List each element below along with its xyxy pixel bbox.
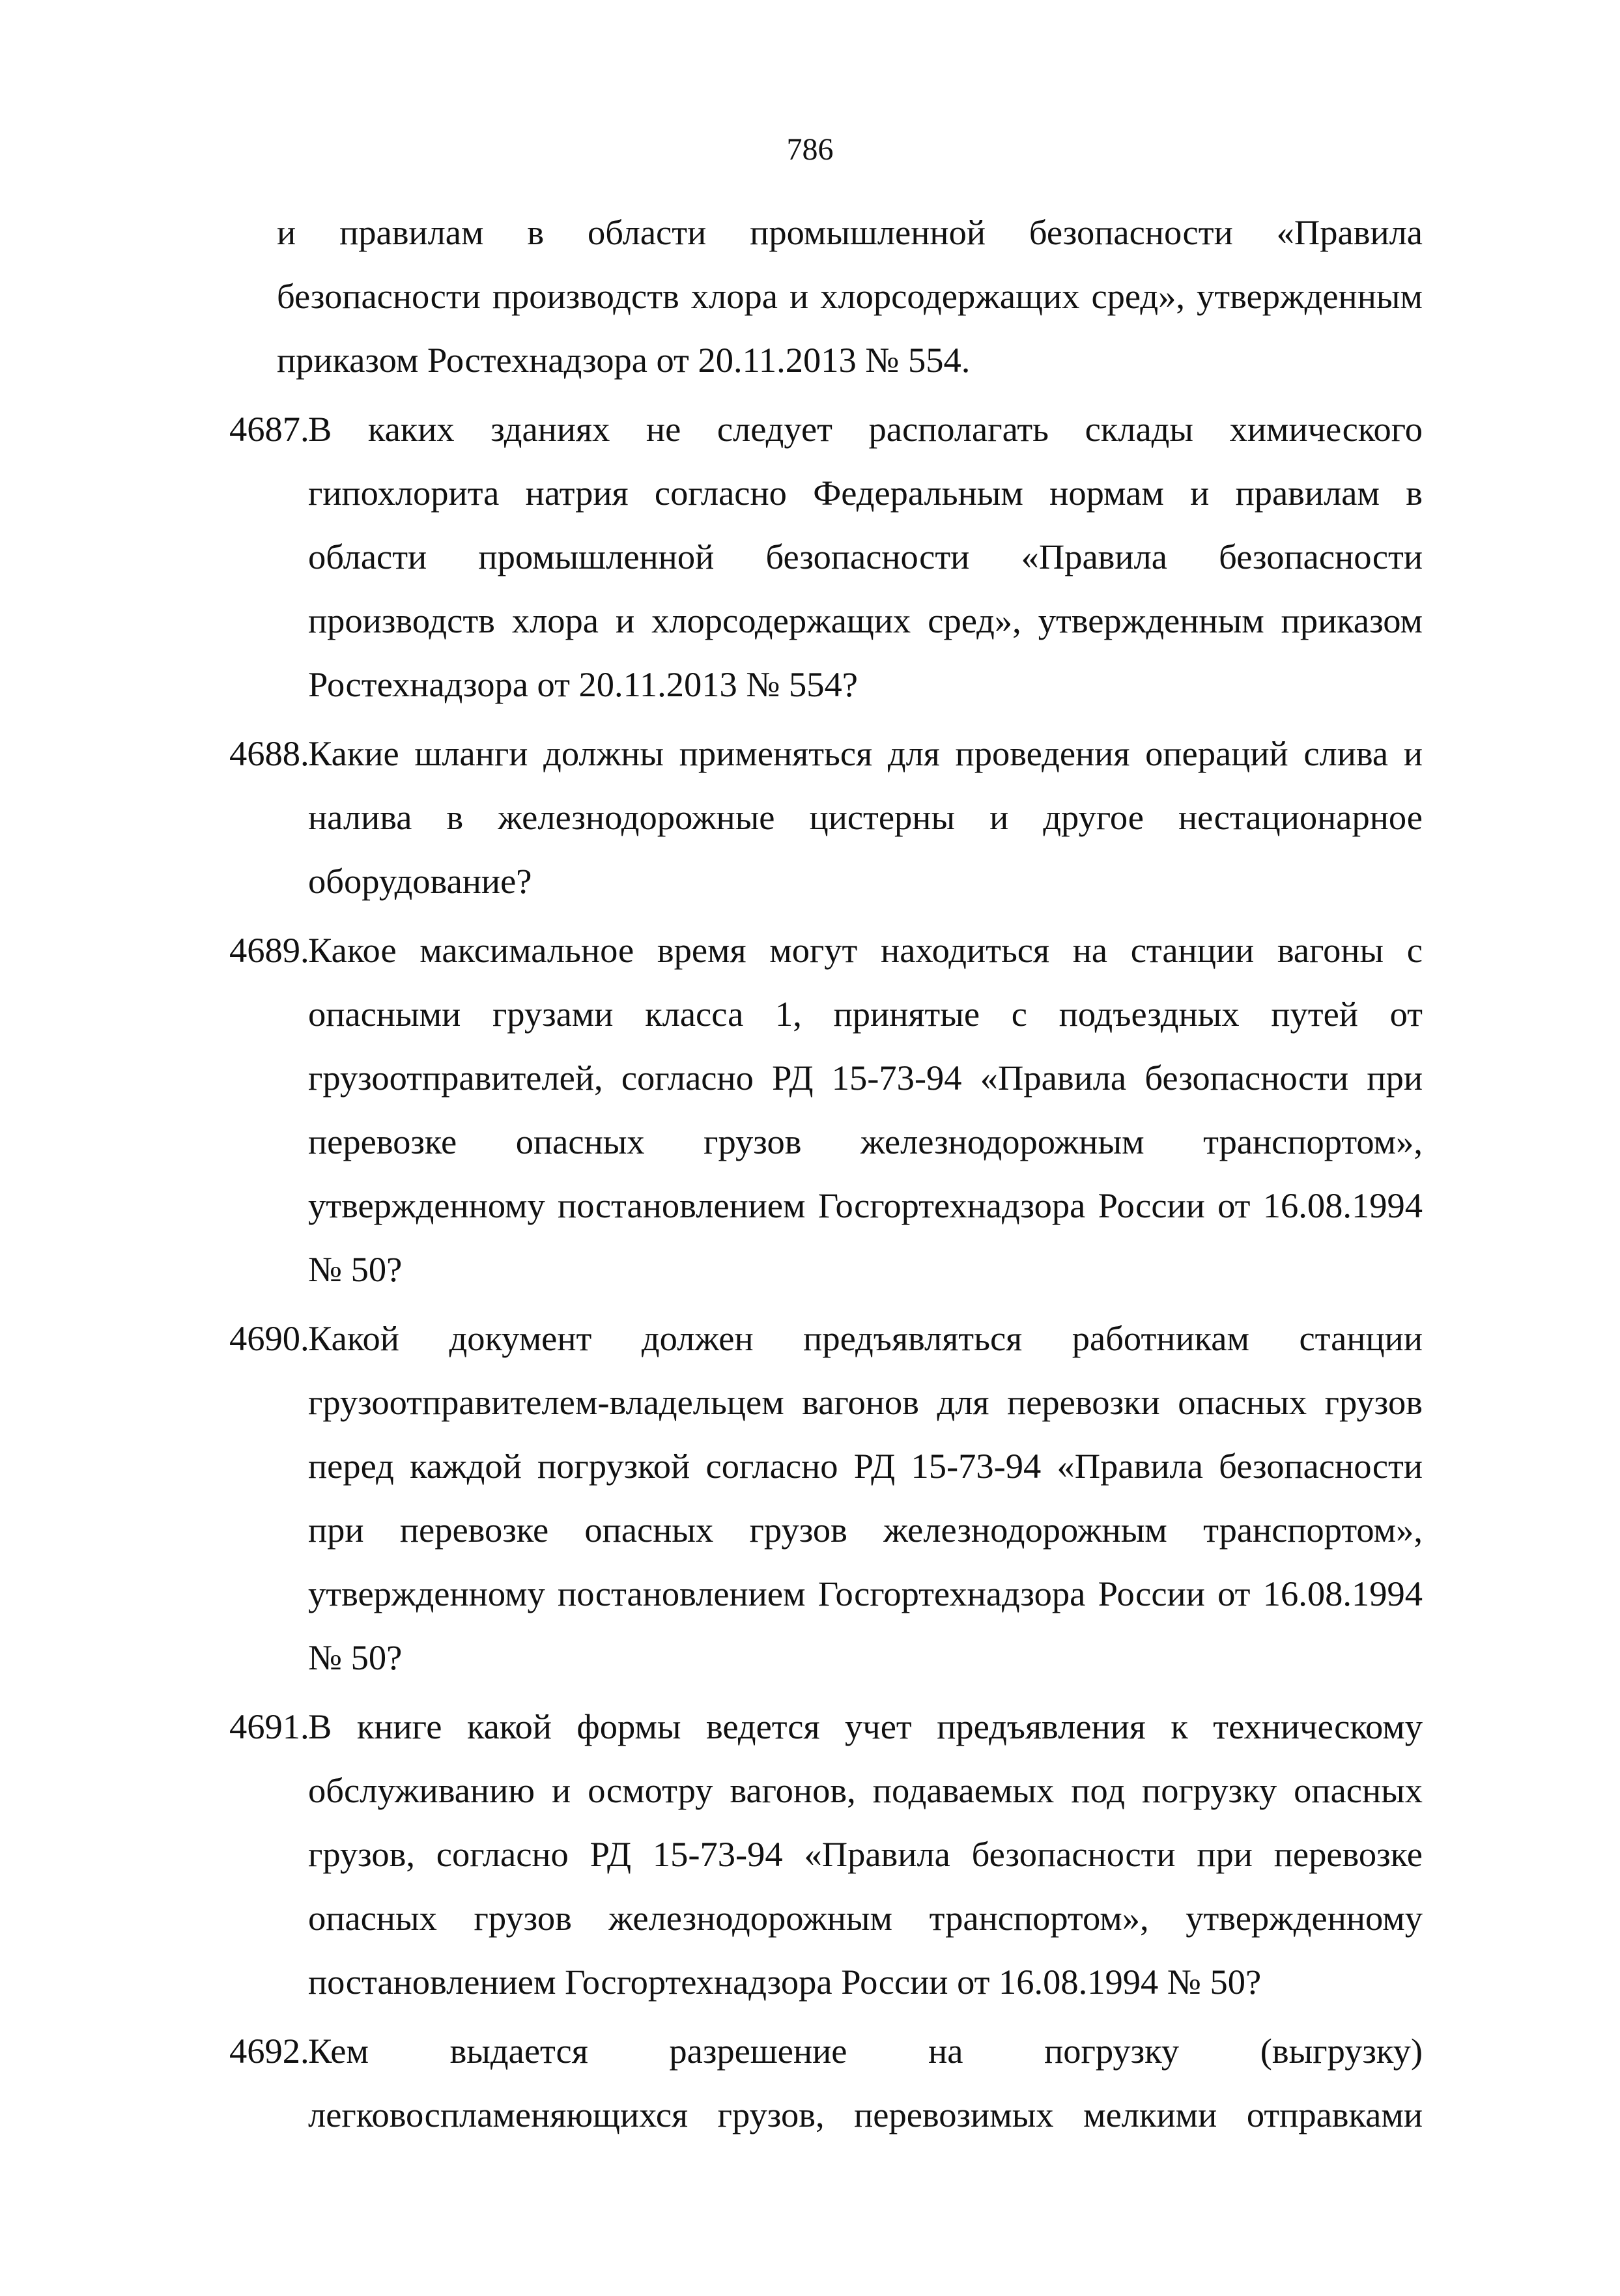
question-text: Кем выдается разрешение на погрузку (выгрузку) легковоспламеняющихся грузов, перевозимых мелкими отправками <box>308 2031 1423 2134</box>
question-item-4690 <box>229 1307 1423 1690</box>
question-text: Какие шланги должны применяться для проведения операций слива и налива в железнодорожные цистерны и другое нестационарное оборудование? <box>308 733 1423 901</box>
page-content <box>229 201 1423 2152</box>
question-text: В книге какой формы ведется учет предъявления к техническому обслуживанию и осмотру вагонов, подаваемых под погрузку опасных грузов, согласно РД 15-73-94 «Правила безопасности при перевозке опасных грузов железнодорожным транспортом», утвержденному постановлением Госгортехнадзора России от 16.08.1994 № 50? <box>308 1707 1423 2002</box>
question-number: 4691. <box>229 1707 309 1746</box>
question-text: Какой документ должен предъявляться работникам станции грузоотправителем-владельцем вагонов для перевозки опасных грузов перед каждой погрузкой согласно РД 15-73-94 «Правила безопасности при перевозке опасных грузов железнодорожным транспортом», утвержденному постановлением Госгортехнадзора России от 16.08.1994 № 50? <box>308 1318 1423 1677</box>
question-item-4689 <box>229 918 1423 1301</box>
continuation-paragraph: и правилам в области промышленной безопасности «Правила безопасности производств хлора и хлорсодержащих сред», утвержденным приказом Ростехнадзора от 20.11.2013 № 554. <box>277 212 1423 380</box>
question-number: 4689. <box>229 930 309 970</box>
question-number: 4690. <box>229 1318 309 1358</box>
question-text: Какое максимальное время могут находиться на станции вагоны с опасными грузами класса 1, принятые с подъездных путей от грузоотправителей, согласно РД 15-73-94 «Правила безопасности при перевозке опасных грузов железнодорожным транспортом», утвержденному постановлением Госгортехнадзора России от 16.08.1994 № 50? <box>308 930 1423 1289</box>
question-number: 4688. <box>229 733 309 773</box>
question-item-4688 <box>229 722 1423 913</box>
page-number: 786 <box>786 132 834 167</box>
question-number: 4692. <box>229 2031 309 2071</box>
question-item-4687 <box>229 397 1423 716</box>
question-item-4692 <box>229 2019 1423 2147</box>
question-text: В каких зданиях не следует располагать склады химического гипохлорита натрия согласно Федеральным нормам и правилам в области промышленной безопасности «Правила безопасности производств хлора и хлорсодержащих сред», утвержденным приказом Ростехнадзора от 20.11.2013 № 554? <box>308 409 1423 704</box>
question-number: 4687. <box>229 409 309 449</box>
question-item-4691 <box>229 1695 1423 2014</box>
